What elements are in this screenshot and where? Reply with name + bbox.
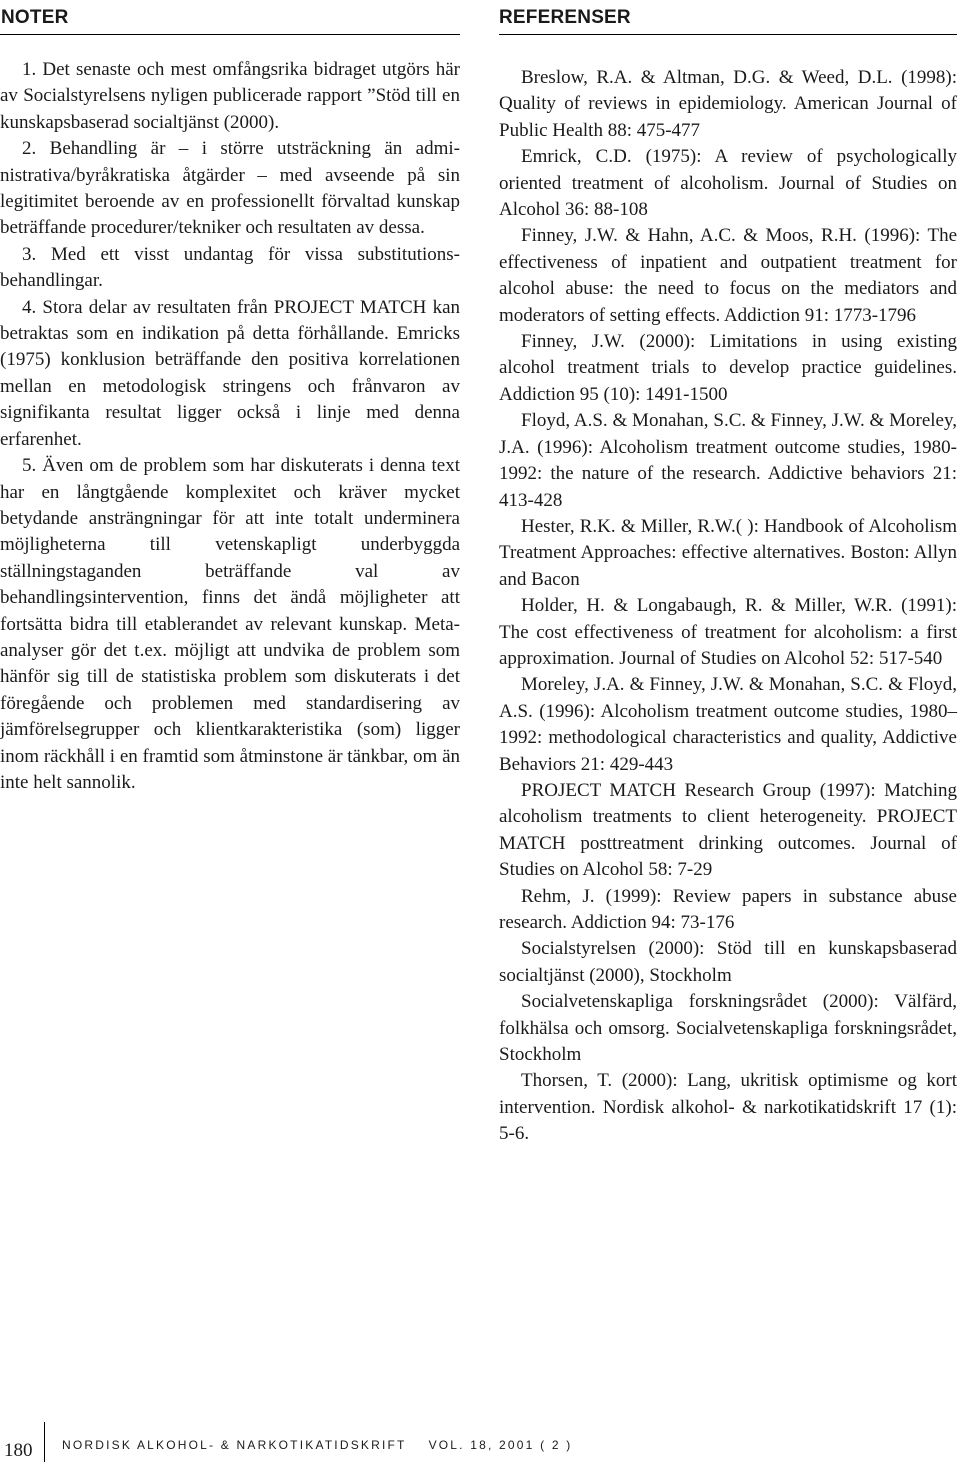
notes-column xyxy=(0,0,460,796)
reference-item: Hester, R.K. & Miller, R.W.( ): Handbook of Alcoholism Treatment Approaches: effective alternatives. Boston: Allyn and Bacon xyxy=(499,515,957,590)
references-list xyxy=(499,35,957,1148)
reference-item: Breslow, R.A. & Altman, D.G. & Weed, D.L. (1998): Quality of reviews in epidemiology. American Journal of Public Health 88: 475-477 xyxy=(499,67,957,141)
references-column xyxy=(499,0,957,1148)
note-item: 3. Med ett visst undantag för vissa substitutionsbehandlingar. xyxy=(0,243,460,292)
notes-list xyxy=(0,35,460,796)
reference-item: Rehm, J. (1999): Review papers in substance abuse research. Addiction 94: 73-176 xyxy=(499,885,957,933)
reference-item: Thorsen, T. (2000): Lang, ukritisk optimisme og kort intervention. Nordisk alkohol- & narkotikatidskrift 17 (1): 5-6. xyxy=(499,1070,957,1145)
reference-item: Socialvetenskapliga forskningsrådet (2000): Välfärd, folkhälsa och omsorg. Socialvetenskapliga forskningsrådet, Stockholm xyxy=(499,991,957,1066)
note-item: 5. Även om de problem som har diskuterats i denna text har en långtgående komplexitet och kräver mycket betydande ansträngningar för att inte totalt underminera möjligheterna till vetenskapligt underbyggda ställningstaganden beträffande val av behandlingsintervention, finns det ändå möjligheter att fortsätta bidra till etablerandet av relevant kunskap. Meta-analyser gör det t.ex. möjligt att undvika de problem som hänför sig till de statistiska problem som diskuterats i det föregående och problemen med standardisering av jämförelsegrupper och klientkarakteristika (som) ligger inom räckhåll i en framtid som åtminstone är tänkbar, om än inte helt sannolik. xyxy=(0,455,460,793)
journal-volume: VOL. 18, 2001 ( 2 ) xyxy=(428,1438,573,1452)
notes-heading-bar xyxy=(0,0,460,35)
references-heading: REFERENSER xyxy=(499,7,631,28)
note-item: 2. Behandling är – i större utsträckning än administrativa/byråkratiska åtgärder – med avseende på sin legitimitet beroende av en professionellt förvaltad kunskap beträffande procedurer/tekniker och resultaten av dessa. xyxy=(0,138,460,239)
page-footer xyxy=(0,1422,960,1462)
reference-item: Floyd, A.S. & Monahan, S.C. & Finney, J.W. & Moreley, J.A. (1996): Alcoholism treatment outcome studies, 1980-1992: the nature of the research. Addictive behaviors 21: 413-428 xyxy=(499,410,957,511)
note-item: 4. Stora delar av resultaten från PROJECT MATCH kan betraktas som en indikation på detta förhållande. Emricks (1975) konklusion beträffande den positiva korrelationen mellan en metodologisk stringens och frånvaron av signifikanta resultat ligger också i linje med denna erfarenhet. xyxy=(0,296,460,450)
note-item: 1. Det senaste och mest omfångsrika bidraget utgörs här av Socialstyrelsens nyligen publicerade rapport ”Stöd till en kunskapsbaserad socialtjänst (2000). xyxy=(0,59,460,133)
reference-item: Moreley, J.A. & Finney, J.W. & Monahan, S.C. & Floyd, A.S. (1996): Alcoholism treatment outcome studies, 1980–1992: methodological characteristics and quality, Addictive Behaviors 21: 429-443 xyxy=(499,674,957,775)
reference-item: Emrick, C.D. (1975): A review of psychologically oriented treatment of alcoholism. Journal of Studies on Alcohol 36: 88-108 xyxy=(499,146,957,221)
reference-item: Finney, J.W. & Hahn, A.C. & Moos, R.H. (1996): The effectiveness of inpatient and outpatient treatment for alcohol abuse: the need to focus on the mediators and moderators of setting effects. Addiction 91: 1773-1796 xyxy=(499,225,957,326)
references-heading-bar xyxy=(499,0,957,35)
reference-item: PROJECT MATCH Research Group (1997): Matching alcoholism treatments to client heterogeneity. PROJECT MATCH posttreatment drinking outcomes. Journal of Studies on Alcohol 58: 7-29 xyxy=(499,779,957,881)
reference-item: Finney, J.W. (2000): Limitations in using existing alcohol treatment trials to develop practice guidelines. Addiction 95 (10): 1491-1500 xyxy=(499,331,957,405)
reference-item: Socialstyrelsen (2000): Stöd till en kunskapsbaserad socialtjänst (2000), Stockholm xyxy=(499,938,957,986)
journal-title: NORDISK ALKOHOL- & NARKOTIKATIDSKRIFT xyxy=(62,1438,407,1452)
footer-divider xyxy=(44,1422,45,1462)
page-number: 180 xyxy=(4,1440,33,1461)
reference-item: Holder, H. & Longabaugh, R. & Miller, W.R. (1991): The cost effectiveness of treatment for alcoholism: a first approximation. Journal of Studies on Alcohol 52: 517-540 xyxy=(499,595,957,669)
notes-heading: NOTER xyxy=(1,7,69,28)
journal-footer-line xyxy=(62,1438,572,1452)
